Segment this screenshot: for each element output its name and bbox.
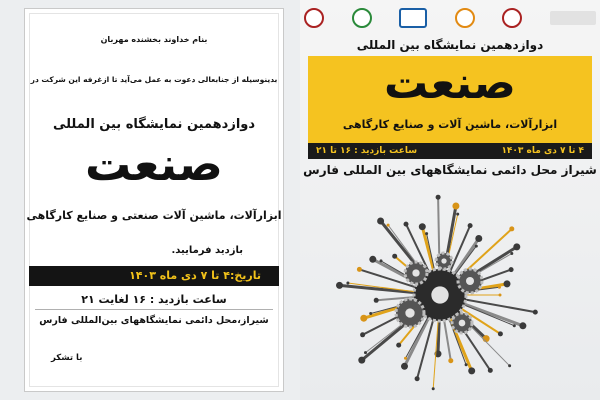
tool-tip — [465, 363, 468, 366]
invitation-thanks: با تشکر — [51, 353, 83, 363]
tool-tip — [504, 280, 511, 287]
gear-hub — [459, 320, 466, 327]
invitation-title: دوازدهمین نمایشگاه بین المللی — [52, 117, 256, 132]
invitation-divider — [35, 309, 273, 310]
gear-hub — [466, 277, 474, 285]
gear-hub — [441, 258, 446, 263]
gear-hub — [405, 308, 414, 317]
gear-logo — [455, 8, 475, 28]
tool-tip — [419, 223, 426, 230]
poster-title: دوازدهمین نمایشگاه بین المللی — [356, 38, 544, 52]
gear-hub — [412, 269, 419, 276]
invitation-date-bar: تاریخ:۴ تا ۷ دی ماه ۱۴۰۳ — [29, 266, 279, 286]
tool-tip — [513, 324, 516, 327]
tool-tip — [456, 213, 459, 216]
tool-tip — [401, 363, 408, 370]
tool-tip — [448, 358, 453, 363]
invitation-hours: ساعت بازدید : ۱۶ لغایت ۲۱ — [81, 293, 227, 306]
exhibition-poster — [300, 0, 600, 400]
tool-tip — [396, 343, 401, 348]
tool-tip — [533, 310, 538, 315]
invitation-inner-border — [29, 13, 279, 387]
tool-tip — [360, 332, 365, 337]
tool-tip — [425, 232, 428, 235]
invitation-place: شیراز،محل دائمی نمایشگاههای بین‌المللی فارس — [39, 315, 269, 326]
invitation-card — [24, 8, 284, 392]
tool-tip — [468, 223, 473, 228]
tool-tip — [415, 376, 420, 381]
sponsor-logos-row — [304, 8, 596, 28]
tool-tip — [380, 259, 383, 262]
emblem-logo — [502, 8, 522, 28]
tool-tip — [369, 312, 372, 315]
poster-dates: ۴ تا ۷ دی ماه ۱۴۰۳ — [501, 146, 584, 156]
invitation-headline-word: صنعت — [85, 137, 223, 191]
text-logo — [550, 11, 596, 25]
tool-tip — [436, 195, 441, 200]
tool-tip — [377, 218, 384, 225]
emblem-logo — [352, 8, 372, 28]
emblem-logo — [304, 8, 324, 28]
tool-tip — [364, 351, 367, 354]
poster-info-bar — [308, 143, 592, 159]
tool-tip — [387, 224, 390, 227]
tool-tip — [336, 282, 343, 289]
tool-tip — [432, 387, 435, 390]
tool-tip — [498, 331, 503, 336]
tool-tip — [488, 368, 493, 373]
tool-tip — [358, 357, 365, 364]
tool-tip — [475, 245, 478, 248]
tool-tip — [360, 315, 367, 322]
poster-hours: ساعت بازدید : ۱۶ تا ۲۱ — [316, 146, 418, 156]
tool-tip — [509, 226, 514, 231]
tool-tip — [357, 267, 362, 272]
tool-tip — [369, 256, 376, 263]
tool-tip — [374, 298, 379, 303]
tool-tip — [513, 243, 520, 250]
tool-tip — [499, 294, 502, 297]
tool-tip — [475, 235, 482, 242]
poster-subtitle: ابزارآلات، ماشین آلات و صنایع کارگاهی — [342, 118, 558, 131]
poster-place: شیراز محل دائمی نمایشگاههای بین المللی فارس — [303, 163, 597, 177]
tool-tip — [510, 252, 513, 255]
wings-logo — [399, 8, 427, 28]
invitation-visit-text: بازدید فرمایید. — [171, 245, 243, 256]
tool-tip — [404, 357, 407, 360]
tools-burst-illustration — [300, 185, 600, 400]
tool-tip — [483, 335, 490, 342]
tool-tip — [404, 222, 409, 227]
invitation-blessing: بنام خداوند بخشنده مهربان — [100, 35, 208, 44]
invitation-intro: بدینوسیله از جنابعالی دعوت به عمل می‌آید تا ازغرفه این شرکت در — [30, 75, 278, 84]
tool-tip — [392, 254, 397, 259]
poster-headline-word: صنعت — [384, 58, 516, 109]
tool-tip — [508, 364, 511, 367]
invitation-subtitle: ابزارآلات، ماشین آلات صنعتی و صنایع کارگاهی — [26, 209, 282, 222]
tool-tip — [468, 367, 475, 374]
tool-tip — [346, 282, 349, 285]
gear-hub — [431, 286, 448, 303]
tool-tip — [519, 322, 526, 329]
tool-tip — [498, 286, 501, 289]
tool-tip — [452, 203, 459, 210]
tool-tip — [509, 267, 514, 272]
